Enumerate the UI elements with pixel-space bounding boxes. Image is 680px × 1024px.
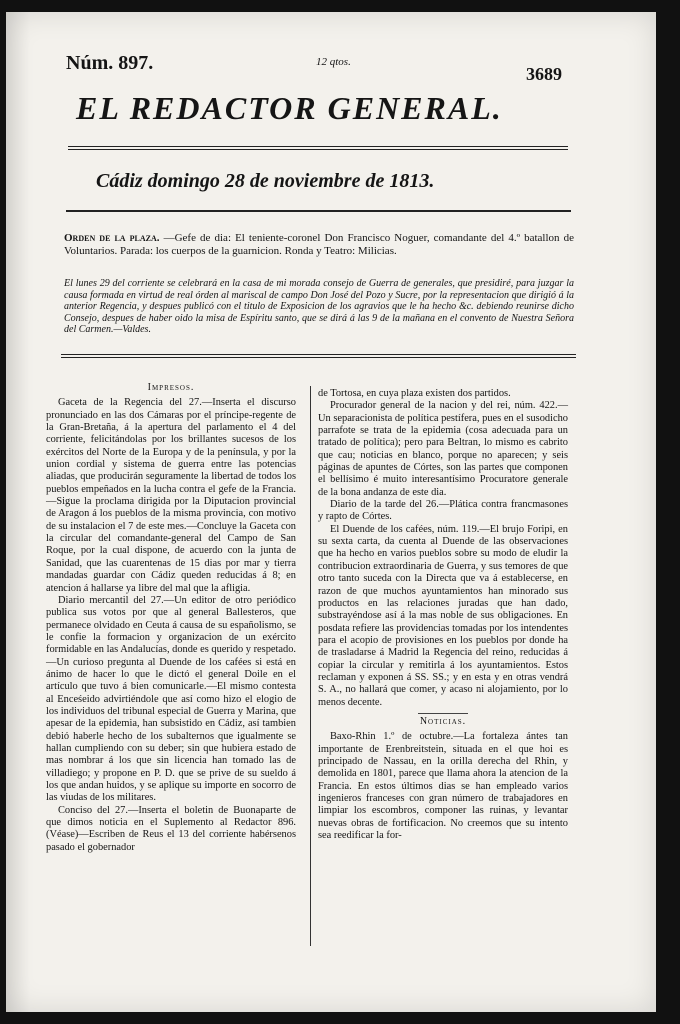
orden-de-la-plaza	[64, 232, 574, 258]
section-rule	[61, 354, 576, 358]
right-column	[318, 388, 568, 842]
masthead-rule	[68, 146, 568, 150]
article-paragraph: de Tortosa, en cuya plaza existen dos partidos.	[318, 388, 511, 399]
article-paragraph: Baxo-Rhin 1.º de octubre.—La fortaleza ántes tan importante de Erenbreitstein, situada en el que hoi es principado de Nassau, en la orilla derecha del Rhin, y demolida en 1801, parece que llama ahora la atencion de la Francia. En estos últimos dias se han empleado varios ingenieros franceses con gran número de trabajadores en limpiar los escombros, componer las ruinas, y levantar nuevas obras de fortificacion. No creemos que su intento sea reedificar la for-	[318, 731, 568, 842]
noticias-heading: Noticias.	[418, 713, 468, 728]
consejo-notice: El lunes 29 del corriente se celebrará en la casa de mi morada consejo de Guerra de generales, que presidiré, para juzgar la causa formada en virtud de real órden al mariscal de campo Don José del Pozo y Sucre, por la representacion que dirigió á la anterior Regencia, y despues publicó con el titulo de Exposicion de los agravios que le ha hecho &c. debiendo reunirse dicho Consejo, despues de haber oido la misa de Espíritu santo, que se dirá á las 9 de la mañana en el convento de Nuestra Señora del Carmen.—Valdes.	[64, 278, 574, 335]
left-column	[46, 382, 296, 854]
article-paragraph: El Duende de los cafées, núm. 119.—El brujo Foripi, en su sexta carta, da cuenta al Duende de las observaciones que ha hecho en varios pueblos sobre su modo de eludir la contribucion extraordinaria de Guerra, y sus temores de que otro tanto suceda con la Directa que va á establecerse, en razon de que muchos ayuntamientos han minorado sus productos en las relaciones juradas que han dado, substrayéndose así á la mas noble de sus obligaciones. En posdata refiere las providencias tomadas por los intendentes para el acopio de provisiones en los pueblos por donde ha de trasladarse á Madrid la Regencia del reino, reducidas á copiar la circular y remitirla á los ayuntamientos. Estos reclaman y exponen á SS. SS.; y en esta y en otras vendrá S. A., no hallará que comer, y acaso ni alojamiento, por lo menos decente.	[318, 523, 568, 708]
orden-text: —Gefe de dia: El teniente-coronel Don Francisco Noguer, comandante del 4.º batallon de Voluntarios. Parada: los cuerpos de la guarnicion. Ronda y Teatro: Milicias.	[64, 232, 574, 257]
article-paragraph: Conciso del 27.—Inserta el boletin de Buonaparte de que dimos noticia en el Suplemento al Redactor 896. (Véase)—Escriben de Reus el 13 del corriente habérsenos pasado el gobernador	[46, 804, 296, 853]
article-paragraph: Diario de la tarde del 26.—Plática contra francmasones y rapto de Córtes.	[318, 499, 568, 523]
page-number: 3689	[526, 64, 562, 84]
masthead-title: EL REDACTOR GENERAL.	[76, 90, 503, 126]
newspaper-page	[6, 12, 656, 1012]
impresos-heading: Impresos.	[147, 382, 195, 393]
page-fold-shadow	[6, 12, 30, 1012]
dateline: Cádiz domingo 28 de noviembre de 1813.	[96, 170, 435, 192]
issue-number: Núm. 897.	[66, 52, 154, 74]
article-paragraph: Diario mercantil del 27.—Un editor de otro periódico publica sus votos por que al general Ballesteros, que permanece olvidado en Ceuta á causa de su españolismo, se le confie la formacion y organizacion de un exército formidable en las Andalucías, donde es querido y respetado.—Un curioso pregunta al Duende de los cafées si está en ánimo de hacer lo que le dictó el general Doile en el artículo que tuvo á bien comunicarle.—El mismo contesta al Enceśeido advirtiéndole que así como hizo el elogio de los individuos del tribunal especial de Guerra y Marina, que apesar de la epidemia, han subsistido en Cádiz, así tambien debió haberle hecho de los subalternos que igualmente se hallan cumpliendo con su deber; sin que hubiera estado de mas nombrar á los que sin licencia han tomado las de villadiego; y propone en P. D. que se prive de su sueldo á los que andan huidos, y se aplique su importe en socorro de las viudas de los militares.	[46, 594, 296, 804]
dateline-rule	[66, 210, 571, 212]
orden-label: Orden de la plaza.	[64, 232, 160, 244]
column-divider	[310, 386, 311, 946]
issue-price: 12 qtos.	[316, 56, 351, 68]
article-paragraph: Gaceta de la Regencia del 27.—Inserta el discurso pronunciado en las dos Cámaras por el príncipe-regente de la Gran-Bretaña, á la apertura del parlamento el 4 del corriente, felicitándolas por los brillantes sucesos de los exércitos del Norte de la Europa y de la península, y por la union cordial y sistema de guerra entre las potencias aliadas, que producirán seguramente la libertad de todos los pueblos empeñados en la lucha contra el gefe de la Francia.—Sigue la proclama dirigida por la Diputacion provincial de Aragon á los pueblos de la misma provincia, con motivo de su instalacion el 7 de este mes.—Concluye la Gaceta con la circular del comandante-general del Campo de San Roque, por la cual dispone, de acuerdo con la junta de Sanidad, que las cuarentenas de 15 dias por mar y tierra mandadas guardar con Cádiz queden reducidas á 8; en atencion á hallarse ya libre del mal que la afligia.	[46, 397, 296, 594]
article-paragraph: Procurador general de la nacion y del rei, núm. 422.—Un separacionista de política pestífera, pues en el susodicho parrafote se trata de la epidemia (cosa adecuada para un tratado de política); pero para Beltran, lo mismo es cabrito que cau; noticias en blanco, porque no aparecen; y seis páginas de apuntes de Córtes, son las partes que componen el bellísimo é muito interesantísimo Procuratore generale de la bona andanza de este dia.	[318, 400, 568, 498]
